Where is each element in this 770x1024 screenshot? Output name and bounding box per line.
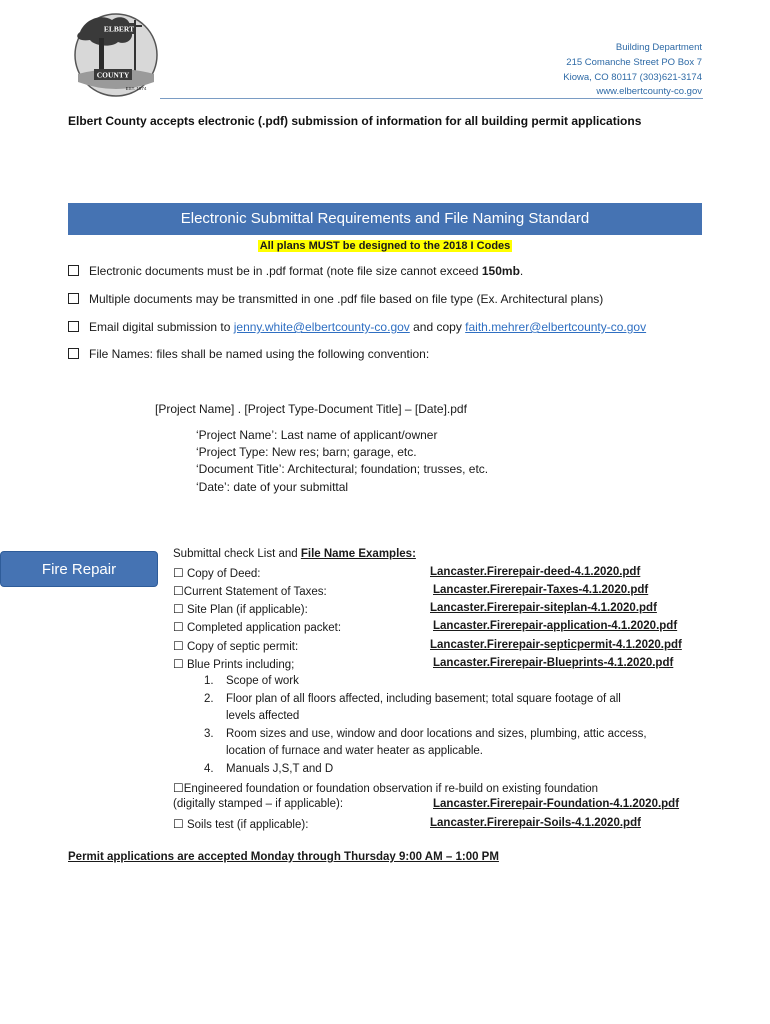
sub-item-number: 1. — [204, 675, 214, 687]
req-text: Multiple documents may be transmitted in one .pdf file based on file type (Ex. Architectural plans) — [89, 292, 604, 306]
checklist-heading-bold: File Name Examples: — [300, 548, 416, 560]
example-foundation: Lancaster.Firerepair-Foundation-4.1.2020.pdf — [433, 798, 680, 810]
checklist-item-application[interactable]: ☐ Completed application packet: — [173, 620, 342, 634]
address-line-2: Kiowa, CO 80117 (303)621-3174 — [563, 72, 702, 83]
checklist-heading — [173, 548, 416, 560]
sub-item-number: 3. — [204, 728, 214, 740]
email-link-faith[interactable]: faith.mehrer@elbertcounty-co.gov — [465, 320, 647, 334]
requirement-multiple-docs — [68, 292, 603, 306]
example-deed: Lancaster.Firerepair-deed-4.1.2020.pdf — [430, 566, 641, 578]
checklist-heading-text: Submittal check List and — [173, 548, 301, 560]
fire-repair-tab[interactable]: Fire Repair — [0, 551, 158, 587]
example-taxes: Lancaster.Firerepair-Taxes-4.1.2020.pdf — [433, 584, 649, 596]
naming-convention: [Project Name] . [Project Type-Document Title] – [Date].pdf — [155, 402, 467, 416]
requirement-pdf-format — [68, 264, 523, 278]
checklist-item-taxes[interactable]: ☐Current Statement of Taxes: — [173, 584, 327, 598]
permit-hours-note: Permit applications are accepted Monday through Thursday 9:00 AM – 1:00 PM — [68, 851, 499, 863]
address-line-1: 215 Comanche Street PO Box 7 — [566, 57, 702, 68]
checklist-item-deed[interactable]: ☐ Copy of Deed: — [173, 566, 261, 580]
intro-statement: Elbert County accepts electronic (.pdf) submission of information for all building permit applications — [68, 114, 642, 128]
sub-item-number: 4. — [204, 763, 214, 775]
checkbox-icon[interactable] — [68, 348, 79, 359]
example-soils: Lancaster.Firerepair-Soils-4.1.2020.pdf — [430, 817, 641, 829]
sub-item-manuals: Manuals J,S,T and D — [226, 763, 334, 775]
checklist-item-siteplan[interactable]: ☐ Site Plan (if applicable): — [173, 602, 308, 616]
definition-project-type: ‘Project Type: New res; barn; garage, etc. — [196, 445, 417, 459]
website-link[interactable]: www.elbertcounty-co.gov — [596, 86, 702, 97]
sub-item-scope: Scope of work — [226, 675, 299, 687]
definition-date: ‘Date’: date of your submittal — [196, 480, 349, 494]
example-blueprints: Lancaster.Firerepair-Blueprints-4.1.2020.pdf — [433, 657, 674, 669]
definition-project-name: ‘Project Name’: Last name of applicant/owner — [196, 428, 438, 442]
checkbox-icon[interactable] — [68, 293, 79, 304]
checklist-item-soils[interactable]: ☐ Soils test (if applicable): — [173, 817, 309, 831]
sub-item-rooms-cont: location of furnace and water heater as applicable. — [226, 745, 483, 757]
sub-item-floorplan-cont: levels affected — [226, 710, 300, 722]
req-text: Email digital submission to — [89, 320, 234, 334]
req-text: and copy — [409, 320, 466, 334]
req-size-limit: 150mb — [481, 264, 520, 278]
definition-document-title: ‘Document Title’: Architectural; foundation; trusses, etc. — [196, 462, 489, 476]
email-link-jenny[interactable]: jenny.white@elbertcounty-co.gov — [233, 320, 410, 334]
logo-text-elbert: ELBERT — [103, 24, 135, 34]
department-name: Building Department — [615, 42, 702, 53]
example-septic: Lancaster.Firerepair-septicpermit-4.1.2020.pdf — [430, 639, 682, 651]
header-divider — [160, 98, 703, 99]
req-text-end: . — [519, 264, 524, 278]
checklist-item-foundation[interactable]: ☐Engineered foundation or foundation observation if re-build on existing foundation — [173, 781, 599, 795]
sub-item-floorplan: Floor plan of all floors affected, including basement; total square footage of all — [226, 693, 621, 705]
sub-item-number: 2. — [204, 693, 214, 705]
req-text: File Names: files shall be named using the following convention: — [89, 347, 430, 361]
req-text: Electronic documents must be in .pdf format (note file size cannot exceed — [89, 264, 482, 278]
checklist-item-septic[interactable]: ☐ Copy of septic permit: — [173, 639, 299, 653]
section-banner: Electronic Submittal Requirements and File Naming Standard — [68, 203, 702, 235]
example-siteplan: Lancaster.Firerepair-siteplan-4.1.2020.pdf — [430, 602, 657, 614]
logo-text-county: COUNTY — [96, 70, 130, 80]
checklist-item-blueprints[interactable]: ☐ Blue Prints including; — [173, 657, 295, 671]
codes-note-text: All plans MUST be designed to the 2018 I Codes — [259, 240, 511, 252]
logo-text-est: EST. 1874 — [125, 86, 147, 91]
checkbox-icon[interactable] — [68, 265, 79, 276]
checklist-item-foundation-cont: (digitally stamped – if applicable): — [173, 798, 344, 810]
requirement-file-names — [68, 347, 429, 361]
requirement-email — [68, 320, 646, 334]
elbert-county-logo — [72, 12, 160, 98]
checkbox-icon[interactable] — [68, 321, 79, 332]
sub-item-rooms: Room sizes and use, window and door locations and sizes, plumbing, attic access, — [226, 728, 647, 740]
codes-note — [0, 236, 770, 254]
example-application: Lancaster.Firerepair-application-4.1.2020.pdf — [433, 620, 678, 632]
